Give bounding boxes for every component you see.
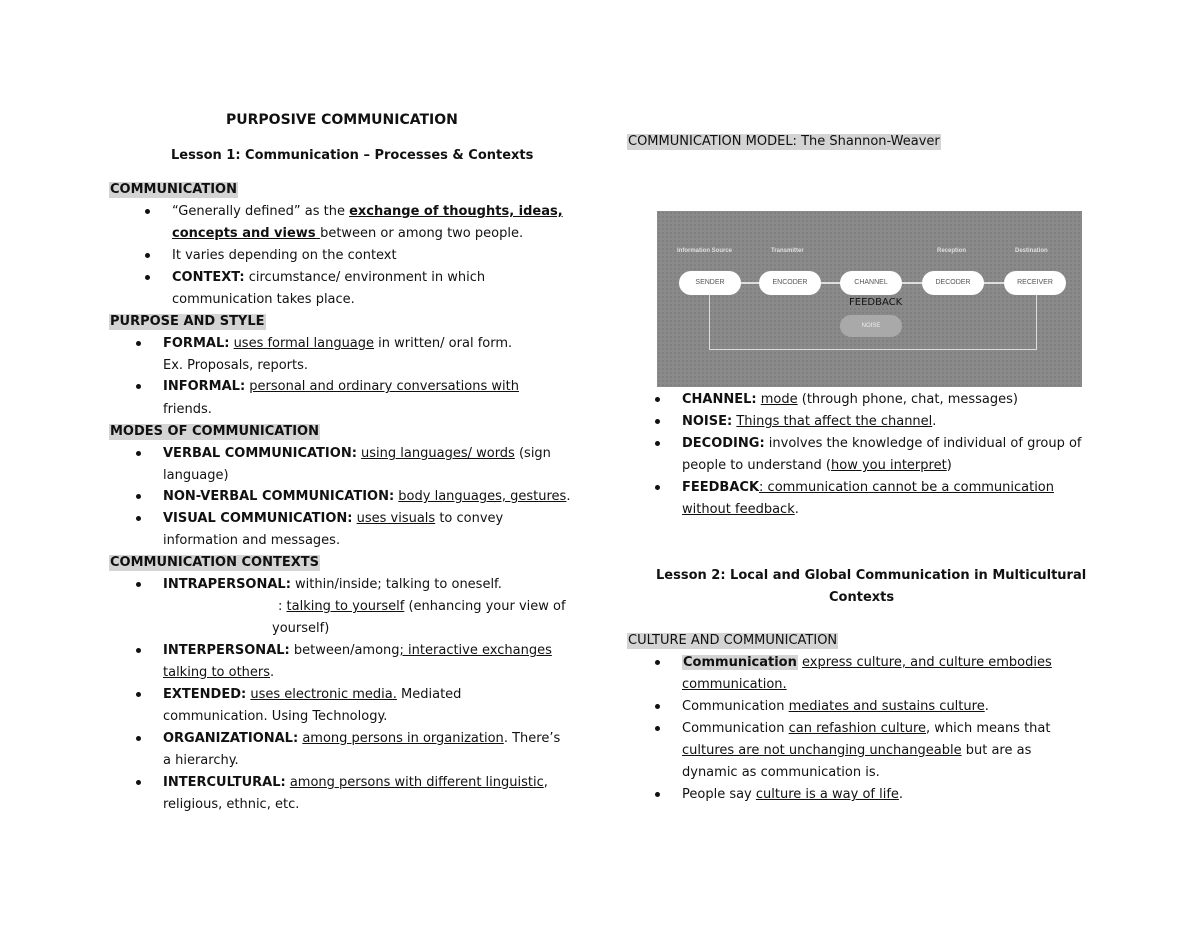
list-item-continuation: information and messages. [163,533,341,548]
text: within/inside; talking to oneself. [290,577,502,592]
list-item-continuation [682,502,799,518]
list-item [682,392,1018,408]
list-item [682,787,903,803]
underlined-text: uses formal language [233,336,375,351]
bullet-icon [655,441,660,446]
label: FEEDBACK [682,480,760,495]
list-item-continuation: friends. [163,402,212,417]
list-item-continuation: communication takes place. [172,292,355,307]
diagram-tag: Transmitter [771,248,804,254]
text: Communication [682,721,789,736]
list-item [163,731,560,747]
section-heading-purpose: PURPOSE AND STYLE [110,314,265,329]
text: , [543,775,548,790]
text: Mediated [396,687,462,702]
section-heading-culture: CULTURE AND COMMUNICATION [628,633,838,648]
list-item [682,436,1082,452]
list-item-continuation: language) [163,468,229,483]
lesson-2-heading-cont: Contexts [829,590,895,605]
bullet-icon [655,704,660,709]
text: , which means that [926,721,1051,736]
diagram-node-encoder: ENCODER [759,271,821,295]
list-item [172,204,563,220]
label: CONTEXT: [172,270,245,285]
bullet-icon [136,341,141,346]
bullet-icon [655,726,660,731]
underlined-text: mode [760,392,798,407]
list-item-continuation: communication. Using Technology. [163,709,388,724]
underlined-text: talking to yourself [286,599,405,614]
diagram-feedback-label: FEEDBACK [849,297,903,308]
section-heading-modes: MODES OF COMMUNICATION [110,424,319,439]
list-item [682,699,989,715]
list-item-continuation [682,677,787,693]
bullet-icon [136,692,141,697]
label: INTERPERSONAL: [163,643,290,658]
diagram-tag: Reception [937,248,967,254]
label: INFORMAL: [163,379,246,394]
list-item [163,379,519,395]
text: : [278,599,287,614]
arrow-connector [901,282,923,284]
diagram-node-sender: SENDER [679,271,741,295]
bullet-icon [136,648,141,653]
list-item [682,414,936,430]
underlined-text: using languages/ words [361,446,515,461]
label: NON-VERBAL COMMUNICATION: [163,489,395,504]
list-item [163,446,551,462]
list-item [163,511,503,527]
list-item [682,721,1051,737]
model-heading: COMMUNICATION MODEL: The Shannon-Weaver [628,134,940,149]
list-item [163,687,461,703]
text: . [984,699,989,714]
text: . [932,414,937,429]
diagram-node-channel: CHANNEL [840,271,902,295]
bullet-icon [655,660,660,665]
text: . [794,502,799,517]
underlined-text: cultures are not unchanging unchangeable [682,743,962,758]
diagram-node-noise: NOISE [840,315,902,337]
underlined-text: uses electronic media. [250,687,397,702]
underlined-text: body languages, gestures [398,489,567,504]
underlined-text: : communication cannot be a communication [759,480,1055,495]
bullet-icon [145,275,150,280]
list-item-continuation: yourself) [272,621,330,636]
text: to convey [435,511,504,526]
text: between/among [289,643,400,658]
section-heading-contexts: COMMUNICATION CONTEXTS [110,555,319,570]
bullet-icon [136,780,141,785]
bullet-icon [136,582,141,587]
list-item-continuation [278,599,566,615]
list-item [172,270,485,286]
underlined-text: uses visuals [356,511,436,526]
label: INTRAPERSONAL: [163,577,291,592]
underlined-text: mediates and sustains culture [788,699,985,714]
arrow-connector [983,282,1005,284]
underlined-text: culture is a way of life [755,787,899,802]
list-item [163,489,570,505]
list-item [163,336,512,352]
bullet-icon [136,736,141,741]
list-item [163,577,502,593]
label: EXTENDED: [163,687,247,702]
list-item: It varies depending on the context [172,248,397,263]
underlined-text: how you interpret [831,458,947,473]
lesson-1-heading: Lesson 1: Communication – Processes & Contexts [171,148,534,163]
arrow-connector [821,282,841,284]
list-item [682,480,1054,496]
underlined-text: ; interactive exchanges [399,643,552,658]
underlined-text: talking to others [163,665,271,680]
bullet-icon [655,397,660,402]
list-item [163,643,552,659]
arrow-connector [741,282,761,284]
label: INTERCULTURAL: [163,775,286,790]
list-item-continuation: dynamic as communication is. [682,765,880,780]
underlined-text: communication. [682,677,787,692]
text: (through phone, chat, messages) [797,392,1018,407]
label: NOISE: [682,414,733,429]
text: Communication [682,699,789,714]
bullet-icon [136,384,141,389]
text: ) [946,458,952,473]
bullet-icon [136,451,141,456]
underlined-text: without feedback [682,502,795,517]
bullet-icon [136,516,141,521]
list-item-continuation: religious, ethnic, etc. [163,797,300,812]
bullet-icon [145,209,150,214]
diagram-tag: Information Source [677,248,733,254]
underlined-text: among persons in organization [302,731,504,746]
underlined-text: among persons with different linguistic [289,775,544,790]
list-item-continuation [682,743,1031,759]
text: (sign [514,446,551,461]
section-heading-communication: COMMUNICATION [110,182,237,197]
shannon-weaver-diagram [657,211,1082,387]
text: circumstance/ environment in which [244,270,486,285]
diagram-tag: Destination [1015,248,1048,254]
text: in written/ oral form. [374,336,513,351]
bullet-icon [655,485,660,490]
bullet-icon [655,419,660,424]
label: FORMAL: [163,336,230,351]
list-item-continuation [172,226,523,242]
text: between or among two people. [320,226,524,241]
document-title: PURPOSIVE COMMUNICATION [226,112,458,128]
bullet-icon [655,792,660,797]
list-item [163,775,548,791]
text: . [566,489,571,504]
underlined-text: concepts and views [172,226,321,241]
label: ORGANIZATIONAL: [163,731,299,746]
diagram-node-receiver: RECEIVER [1004,271,1066,295]
text: (enhancing your view of [404,599,566,614]
underlined-text: exchange of thoughts, ideas, [349,204,563,219]
bullet-icon [136,494,141,499]
text: “Generally defined” as the [172,204,350,219]
lesson-2-heading: Lesson 2: Local and Global Communication in Multicultural [656,568,1087,583]
highlighted-text: Communication [683,655,797,670]
text: people to understand ( [682,458,831,473]
underlined-text: express culture, and culture embodies [802,655,1052,670]
diagram-node-decoder: DECODER [922,271,984,295]
underlined-text: personal and ordinary conversations with [249,379,519,394]
text: . [898,787,904,802]
list-item-continuation [163,665,274,681]
list-item-continuation: Ex. Proposals, reports. [163,358,308,373]
label: CHANNEL: [682,392,757,407]
label: VERBAL COMMUNICATION: [163,446,357,461]
underlined-text: Things that affect the channel [736,414,933,429]
bullet-icon [145,253,150,258]
list-item-continuation: a hierarchy. [163,753,239,768]
text: but are as [961,743,1032,758]
text: . There’s [503,731,561,746]
list-item [682,655,1052,671]
text: People say [682,787,756,802]
text: involves the knowledge of individual of group of [764,436,1082,451]
label: DECODING: [682,436,765,451]
list-item-continuation [682,458,952,474]
underlined-text: can refashion culture [788,721,927,736]
label: VISUAL COMMUNICATION: [163,511,353,526]
text: . [270,665,275,680]
